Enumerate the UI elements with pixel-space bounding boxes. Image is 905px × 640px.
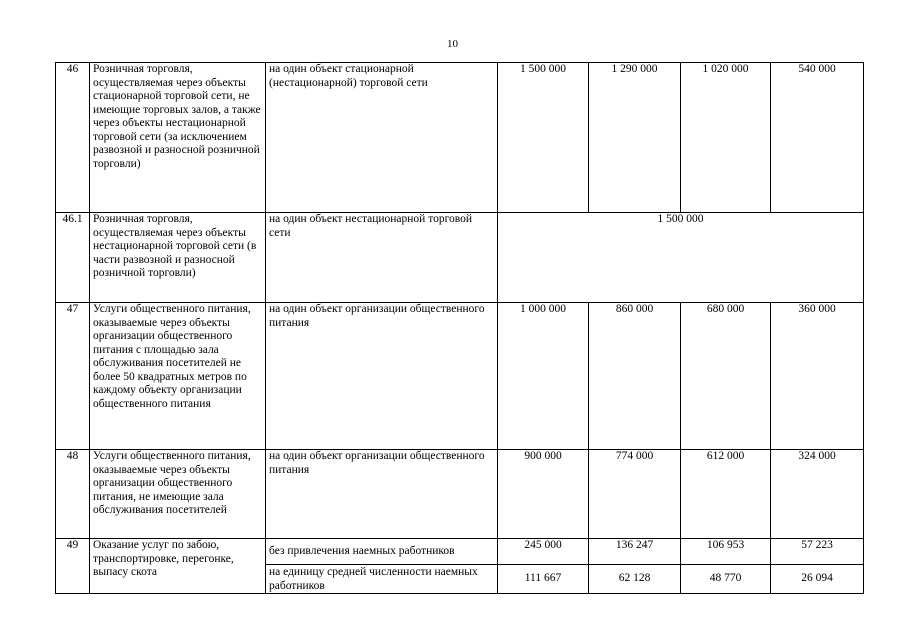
activity-cell: Услуги общественного питания, оказываемые через объекты организации общественного питания с площадью зала обслуживания посетителей не более 50 квадратных метров по каждому объекту организации общественного питания	[90, 303, 266, 450]
value-cell: 111 667	[498, 565, 589, 594]
value-cell: 860 000	[589, 303, 681, 450]
unit-cell: на один объект организации общественного питания	[266, 450, 498, 539]
value-cell: 57 223	[771, 539, 864, 565]
value-cell: 1 290 000	[589, 63, 681, 213]
value-cell: 136 247	[589, 539, 681, 565]
page-number: 10	[447, 38, 458, 50]
table-row-49	[56, 539, 864, 565]
activity-cell: Розничная торговля, осуществляемая через объекты нестационарной торговой сети (в части развозной и разносной розничной торговли)	[90, 213, 266, 303]
value-cell: 62 128	[589, 565, 681, 594]
activity-cell: Розничная торговля, осуществляемая через объекты стационарной торговой сети, не имеющие торговых залов, а также через объекты нестационарной торговой сети (за исключением развозной и разносной розничной торговли)	[90, 63, 266, 213]
value-cell: 324 000	[771, 450, 864, 539]
unit-cell: на один объект стационарной (нестационарной) торговой сети	[266, 63, 498, 213]
value-cell: 612 000	[681, 450, 771, 539]
value-cell: 1 500 000	[498, 63, 589, 213]
value-cell: 245 000	[498, 539, 589, 565]
merged-value-cell: 1 500 000	[498, 213, 864, 303]
table-row-48	[56, 450, 864, 539]
table-row-47	[56, 303, 864, 450]
unit-cell: на один объект организации общественного питания	[266, 303, 498, 450]
unit-cell: на один объект нестационарной торговой сети	[266, 213, 498, 303]
value-cell: 360 000	[771, 303, 864, 450]
row-number: 46.1	[56, 213, 90, 303]
value-cell: 1 020 000	[681, 63, 771, 213]
value-cell: 1 000 000	[498, 303, 589, 450]
value-cell: 48 770	[681, 565, 771, 594]
row-number: 49	[56, 539, 90, 594]
row-number: 46	[56, 63, 90, 213]
row-number: 48	[56, 450, 90, 539]
unit-cell: на единицу средней численности наемных работников	[266, 565, 498, 594]
value-cell: 680 000	[681, 303, 771, 450]
row-number: 47	[56, 303, 90, 450]
value-cell: 900 000	[498, 450, 589, 539]
unit-cell: без привлечения наемных работников	[266, 539, 498, 565]
table-row-46	[56, 63, 864, 213]
tax-rates-table	[55, 62, 864, 594]
value-cell: 774 000	[589, 450, 681, 539]
activity-cell: Оказание услуг по забою, транспортировке, перегонке, выпасу скота	[90, 539, 266, 594]
activity-cell: Услуги общественного питания, оказываемые через объекты организации общественного питания, не имеющие зала обслуживания посетителей	[90, 450, 266, 539]
value-cell: 26 094	[771, 565, 864, 594]
value-cell: 106 953	[681, 539, 771, 565]
table-row-46-1	[56, 213, 864, 303]
value-cell: 540 000	[771, 63, 864, 213]
